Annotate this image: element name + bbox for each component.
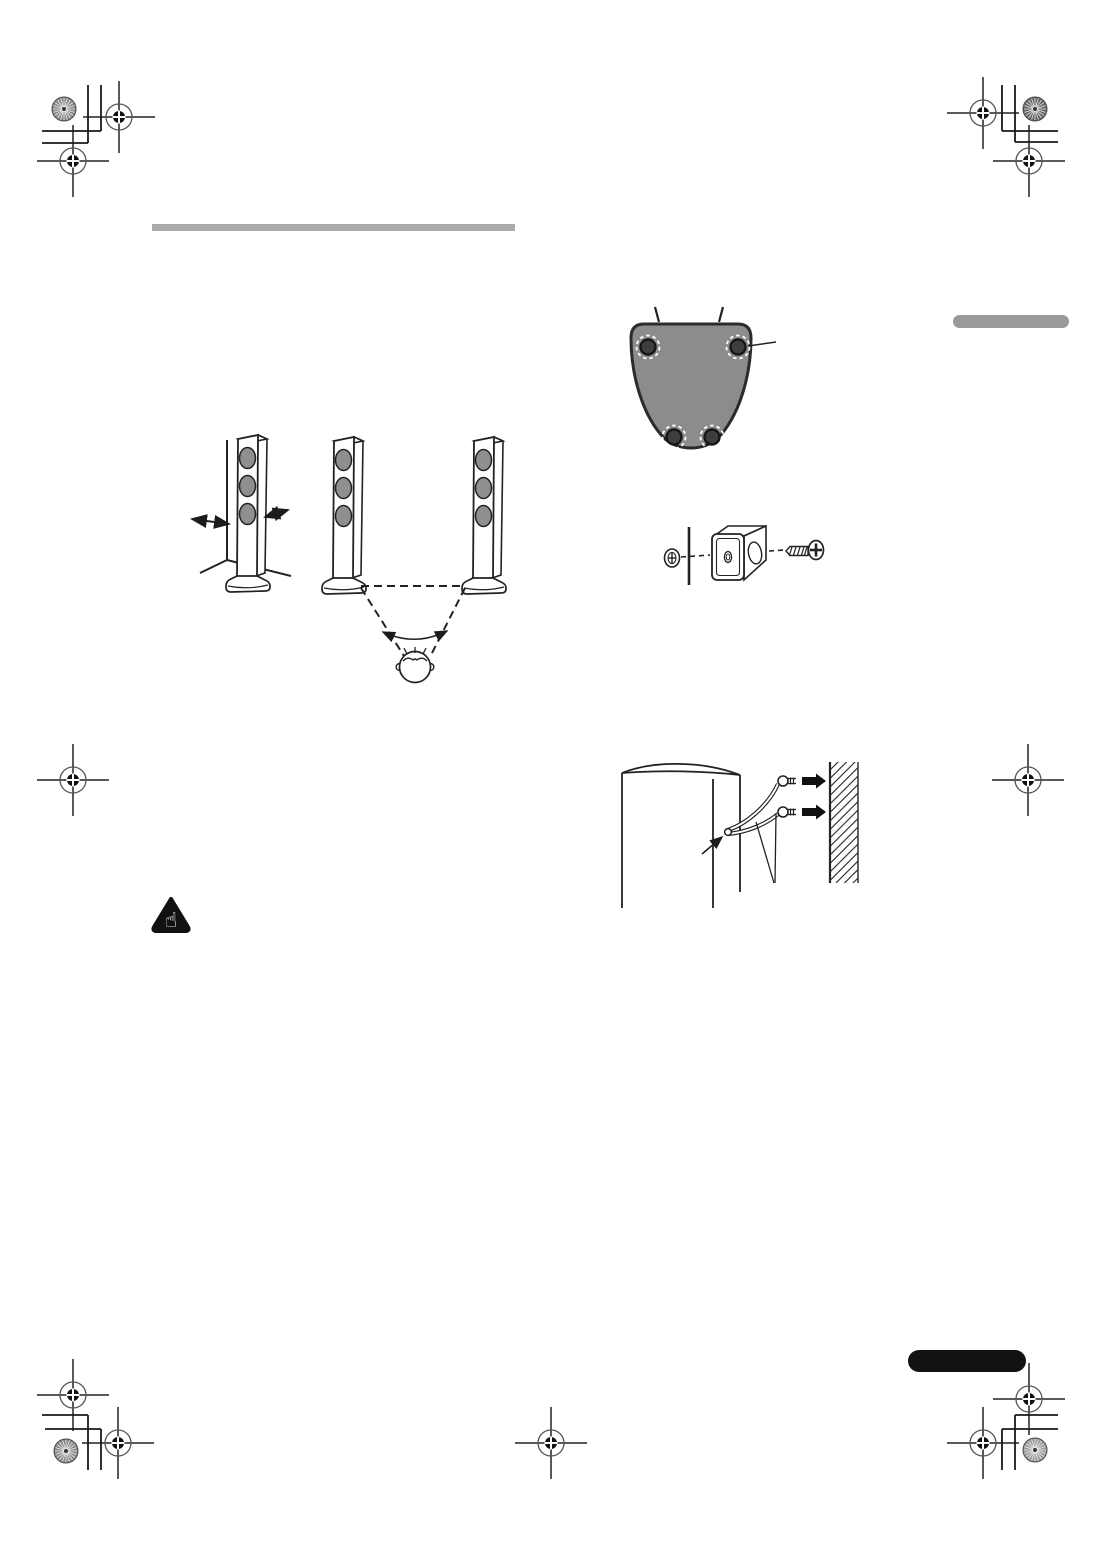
speaker-cabinet	[622, 764, 740, 908]
figure-speaker-placement	[178, 418, 518, 708]
securing-wires	[725, 784, 778, 835]
eyelet-screws	[778, 776, 796, 817]
spacer-block	[712, 526, 766, 580]
speaker-tower	[226, 435, 270, 592]
section-side-tab	[953, 315, 1069, 328]
speaker-tower	[462, 437, 506, 594]
wall-hatch	[830, 746, 858, 906]
base-pegs	[655, 307, 723, 322]
speaker-tower	[322, 437, 366, 594]
listener-head	[396, 647, 434, 683]
crop-mark-icon	[42, 85, 1058, 1470]
listening-triangle	[361, 586, 465, 657]
caution-hand-glyph: ☝	[164, 908, 178, 932]
figure-spacer-screw-assembly	[636, 496, 836, 608]
pointer-arrow	[702, 837, 722, 854]
screw-front-view	[665, 549, 680, 567]
figure-wall-securing	[606, 746, 901, 936]
mounting-screw	[786, 541, 824, 560]
figure-speaker-base-bottom	[598, 298, 833, 473]
toward-wall-arrows	[802, 774, 826, 820]
page-footer-tab	[908, 1350, 1026, 1372]
section-heading-rule	[152, 224, 515, 231]
registration-target-icon	[37, 77, 1065, 1479]
caution-hand-icon	[150, 895, 192, 935]
